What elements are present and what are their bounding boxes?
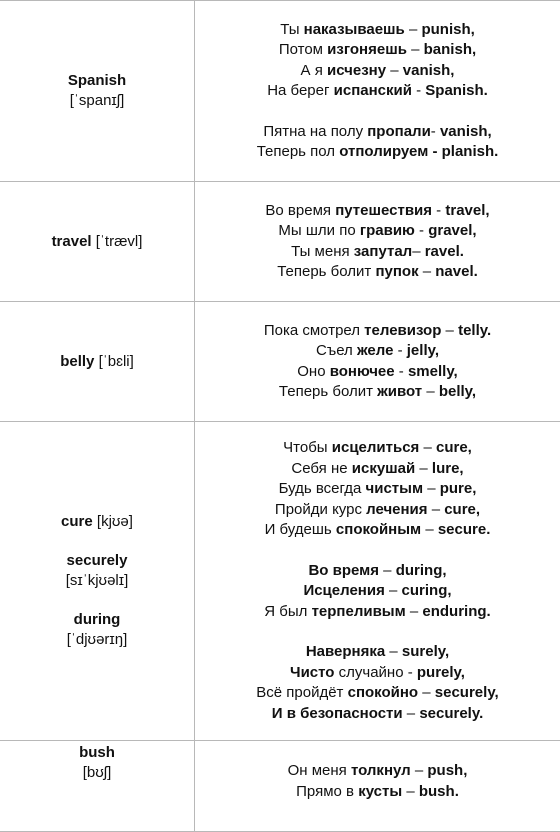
rhyme-line: И в безопасности – securely. (195, 704, 560, 725)
rhyme-line: Оно вонючее - smelly, (195, 362, 560, 383)
rhyme-line: На берег испанский - Spanish. (195, 81, 560, 102)
rhyme-line: Ты наказываешь – punish, (195, 20, 560, 41)
table-row (0, 182, 560, 302)
rhyme-line: Пока смотрел телевизор – telly. (195, 321, 560, 342)
transcription: [ˈbɛli] (99, 353, 134, 370)
rhyme-line: Наверняка – surely, (195, 642, 560, 663)
rhyme-cell (195, 302, 560, 422)
rhyme-line: Теперь болит живот – belly, (195, 382, 560, 403)
rhyme-line: Я был терпеливым – enduring. (195, 602, 560, 623)
transcription: [kjʊə] (97, 513, 133, 530)
rhyme-line: Во время путешествия - travel, (195, 201, 560, 222)
headword-cell (0, 741, 195, 832)
table-row (0, 302, 560, 422)
headword-cell (0, 1, 195, 182)
rhyme-line: Он меня толкнул – push, (195, 761, 560, 782)
rhyme-line: Прямо в кусты – bush. (195, 782, 560, 803)
transcription: [ˈspanɪʃ] (70, 92, 125, 109)
headword-cell (0, 182, 195, 302)
rhyme-line: Пройди курс лечения – cure, (195, 500, 560, 521)
headword: cure (61, 513, 93, 530)
rhyme-line: Себя не искушай – lure, (195, 459, 560, 480)
rhyme-line: Пятна на полу пропали- vanish, (195, 122, 560, 143)
rhyme-line: И будешь спокойным – secure. (195, 520, 560, 541)
table-row (0, 741, 560, 832)
rhyme-cell (195, 182, 560, 302)
rhyme-cell (195, 422, 560, 741)
transcription: [bʊʃ] (83, 764, 112, 781)
rhyme-line: Теперь пол отполируем - planish. (195, 142, 560, 163)
rhyme-line: Во время – during, (195, 561, 560, 582)
rhyme-cell (195, 741, 560, 832)
rhyme-line: Теперь болит пупок – navel. (195, 262, 560, 283)
stanza-gap (195, 102, 560, 122)
headword: during (74, 611, 121, 628)
headword-cell (0, 422, 195, 741)
transcription: [sɪˈkjʊəlɪ] (0, 571, 194, 591)
rhyme-line: Всё пройдёт спокойно – securely, (195, 683, 560, 704)
rhyme-line: А я исчезну – vanish, (195, 61, 560, 82)
rhyme-line: Мы шли по гравию - gravel, (195, 221, 560, 242)
rhyme-line: Чисто случайно - purely, (195, 663, 560, 684)
headword: belly (60, 353, 94, 370)
rhyme-cell (195, 1, 560, 182)
transcription: [ˈdjʊərɪŋ] (0, 630, 194, 650)
headword: securely (67, 552, 128, 569)
rhyme-line: Потом изгоняешь – banish, (195, 40, 560, 61)
rhyme-line: Ты меня запутал– ravel. (195, 242, 560, 263)
rhyme-line: Исцеления – curing, (195, 581, 560, 602)
headword-cell (0, 302, 195, 422)
rhyme-line: Съел желе - jelly, (195, 341, 560, 362)
headword: travel (52, 233, 92, 250)
headword: Spanish (68, 72, 126, 89)
headword: bush (79, 744, 115, 761)
rhyme-line: Будь всегда чистым – pure, (195, 479, 560, 500)
stanza-gap (195, 622, 560, 642)
rhyme-line: Чтобы исцелиться – cure, (195, 438, 560, 459)
table-row (0, 1, 560, 182)
transcription: [ˈtrævl] (96, 233, 143, 250)
stanza-gap (195, 541, 560, 561)
table-row (0, 422, 560, 741)
